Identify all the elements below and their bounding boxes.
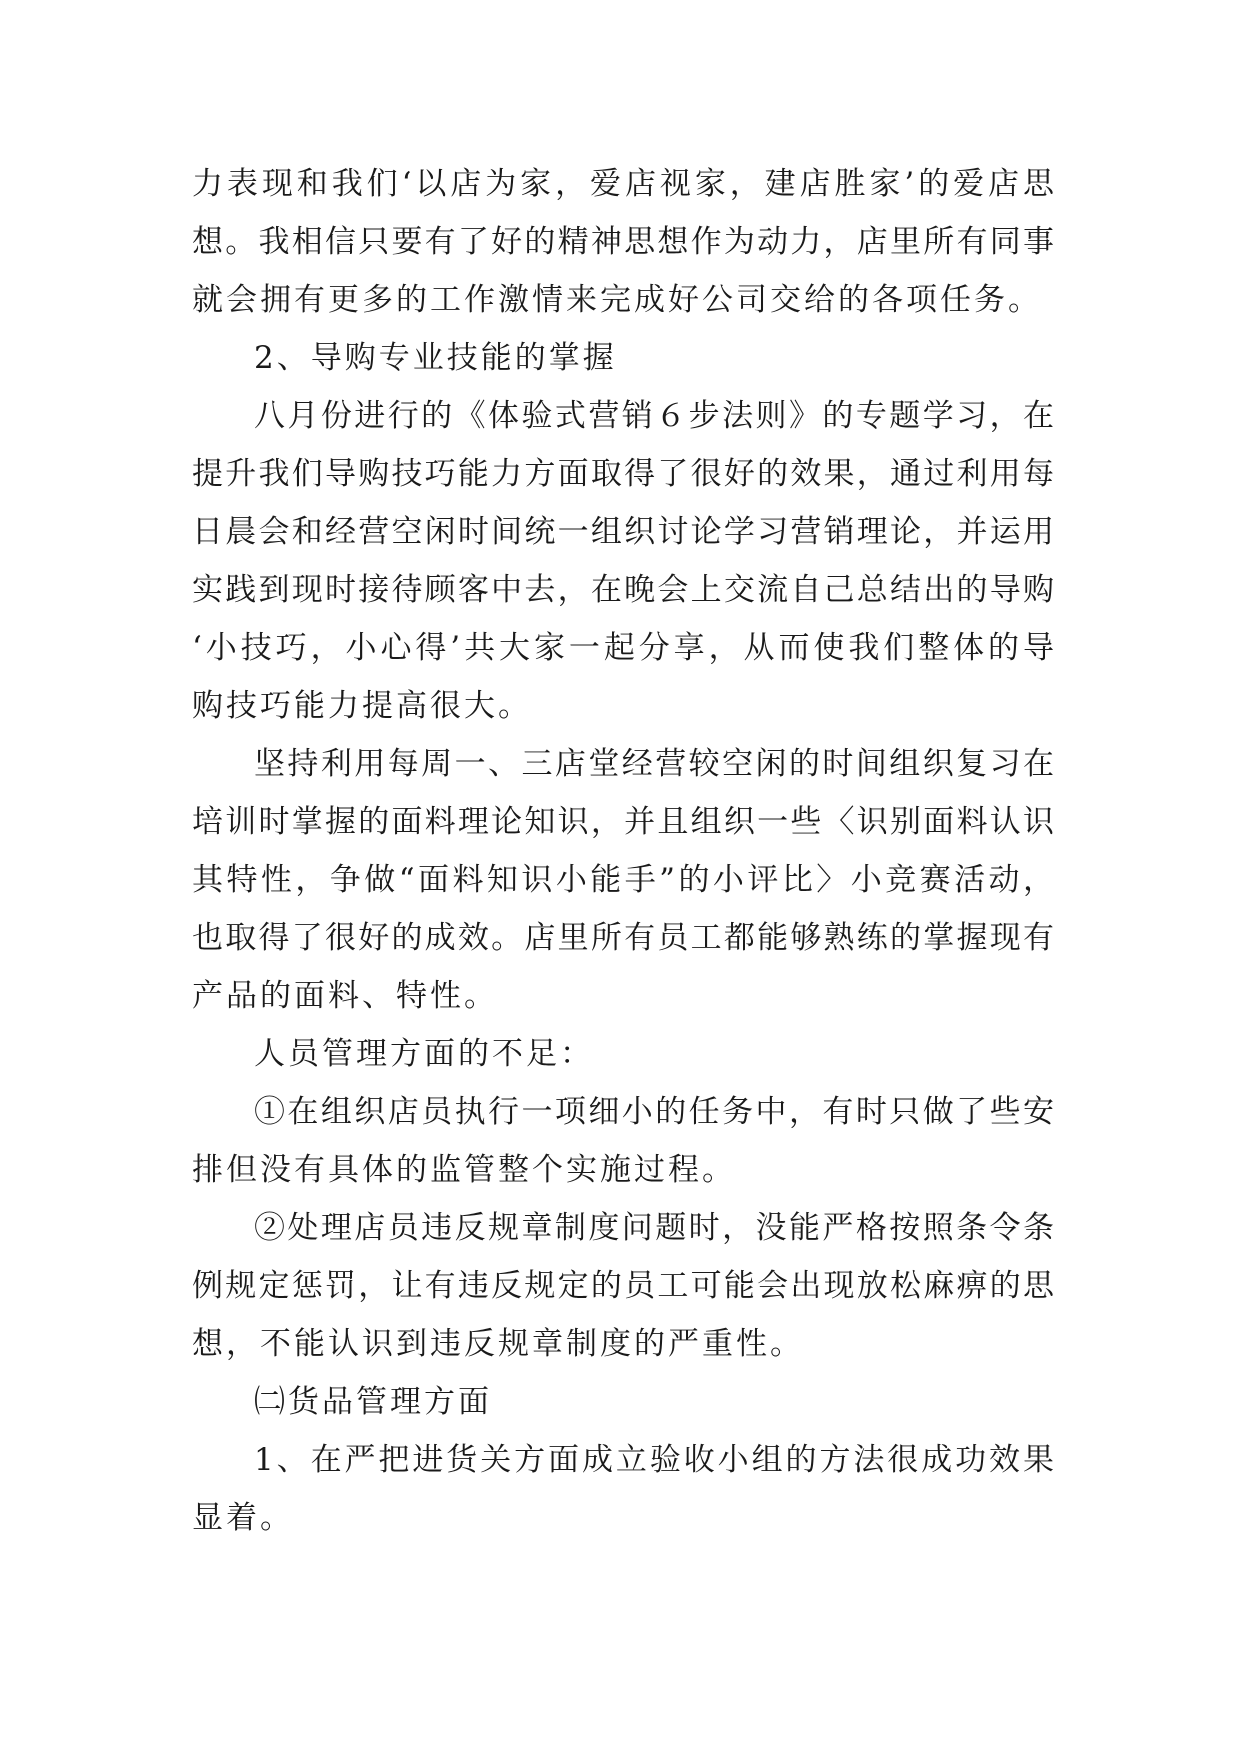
text-line: 想。我相信只要有了好的精神思想作为动力，店里所有同事 bbox=[192, 224, 1054, 260]
text-line: 培训时掌握的面料理论知识，并且组织一些〈识别面料认识 bbox=[192, 804, 1054, 840]
text-line: ‘小技巧，小心得’共大家一起分享，从而使我们整体的导 bbox=[192, 630, 1054, 666]
document-body bbox=[192, 155, 1054, 1547]
text-line: ①在组织店员执行一项细小的任务中，有时只做了些安 bbox=[254, 1094, 1054, 1130]
text-line: 例规定惩罚，让有违反规定的员工可能会出现放松麻痹的思 bbox=[192, 1268, 1054, 1304]
text-line: 就会拥有更多的工作激情来完成好公司交给的各项任务。 bbox=[192, 282, 1042, 318]
text-line: 日晨会和经营空闲时间统一组织讨论学习营销理论，并运用 bbox=[192, 514, 1054, 550]
section-heading: ㈡货品管理方面 bbox=[254, 1384, 492, 1420]
text-line: 提升我们导购技巧能力方面取得了很好的效果，通过利用每 bbox=[192, 456, 1054, 492]
text-line: 实践到现时接待顾客中去，在晚会上交流自己总结出的导购 bbox=[192, 572, 1054, 608]
text-line: 排但没有具体的监管整个实施过程。 bbox=[192, 1152, 736, 1188]
text-line: 购技巧能力提高很大。 bbox=[192, 688, 532, 724]
text-line: 八月份进行的《体验式营销６步法则》的专题学习，在 bbox=[254, 398, 1054, 434]
text-line: 其特性，争做“面料知识小能手”的小评比〉小竞赛活动， bbox=[192, 862, 1054, 898]
section-heading: 人员管理方面的不足： bbox=[254, 1036, 594, 1072]
text-line: 1、在严把进货关方面成立验收小组的方法很成功效果 bbox=[254, 1442, 1054, 1478]
text-line: 显着。 bbox=[192, 1500, 294, 1536]
text-line: 力表现和我们‘以店为家，爱店视家，建店胜家’的爱店思 bbox=[192, 166, 1054, 202]
text-line: 产品的面料、特性。 bbox=[192, 978, 498, 1014]
text-line: ②处理店员违反规章制度问题时，没能严格按照条令条 bbox=[254, 1210, 1054, 1246]
text-line: 想，不能认识到违反规章制度的严重性。 bbox=[192, 1326, 804, 1362]
section-heading: 2、导购专业技能的掌握 bbox=[254, 340, 617, 376]
text-line: 也取得了很好的成效。店里所有员工都能够熟练的掌握现有 bbox=[192, 920, 1054, 956]
text-line: 坚持利用每周一、三店堂经营较空闲的时间组织复习在 bbox=[254, 746, 1054, 782]
